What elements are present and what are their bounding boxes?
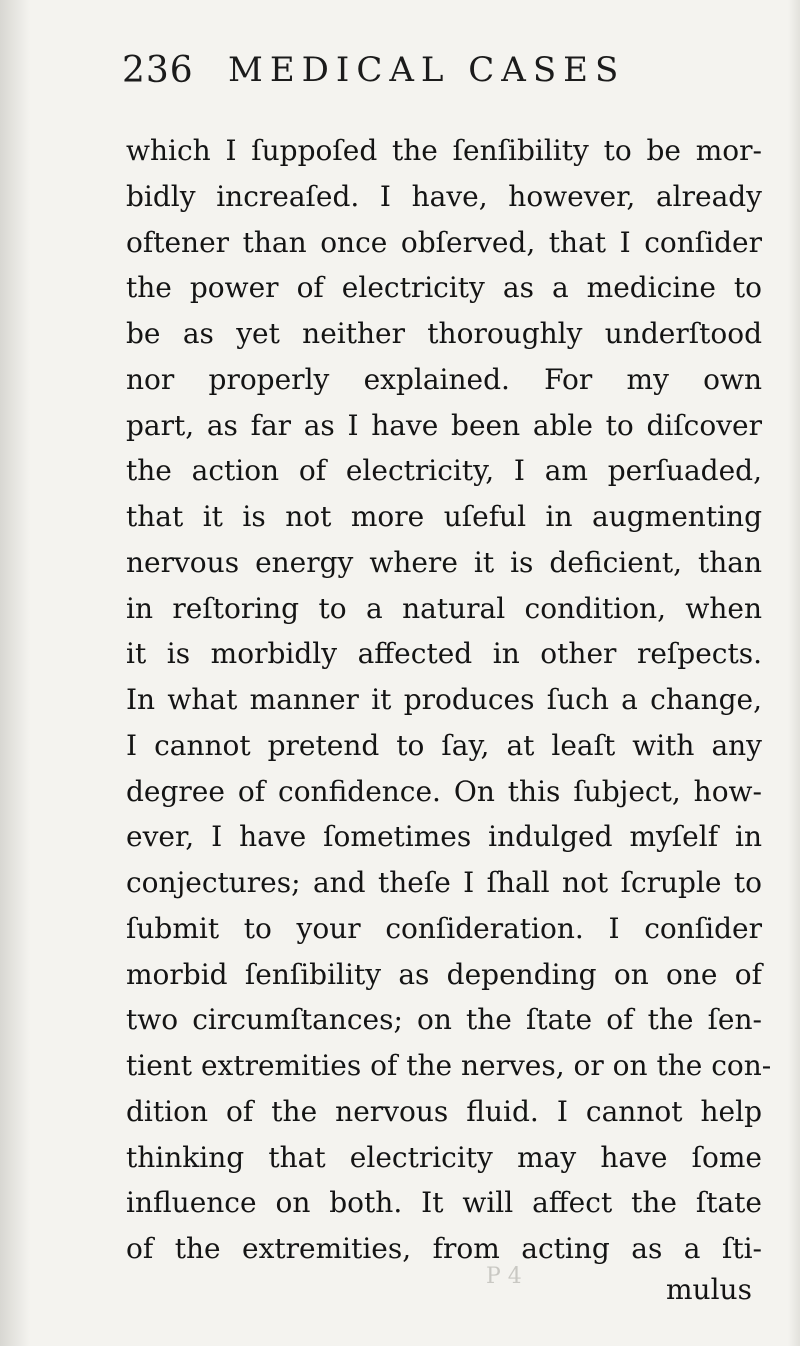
text-line: which I ſuppoſed the ſenſibility to be mor- <box>126 134 762 167</box>
gutter-shadow <box>0 0 30 1346</box>
text-line: thinking that electricity may have ſome <box>126 1140 762 1174</box>
text-line: conjectures; and theſe I ſhall not ſcruple to <box>126 866 762 899</box>
text-line: ſubmit to your conſideration. I conſider <box>126 911 762 945</box>
text-line: ever, I have ſometimes indulged myſelf in <box>126 820 762 854</box>
text-line: In what manner it produces ſuch a change, <box>126 683 762 716</box>
text-line: the power of electricity as a medicine to <box>126 271 762 305</box>
catchword: mulus <box>666 1273 752 1306</box>
text-line: the action of electricity, I am perſuaded, <box>126 454 762 488</box>
page-edge <box>788 0 800 1346</box>
text-line: in reſtoring to a natural condition, when <box>126 591 762 625</box>
text-line: nervous energy where it is deficient, than <box>126 545 762 579</box>
text-line: be as yet neither thoroughly underſtood <box>126 317 762 350</box>
text-line: oftener than once obſerved, that I conſider <box>126 225 762 259</box>
page-number: 236 <box>122 50 194 91</box>
text-line: two circumſtances; on the ſtate of the ſen- <box>126 1003 762 1037</box>
text-line: of the extremities, from acting as a ſti- <box>126 1232 762 1265</box>
text-line: morbid ſenſibility as depending on one of <box>126 957 762 991</box>
text-line: degree of confidence. On this ſubject, how- <box>126 774 762 808</box>
text-line: that it is not more uſeful in augmenting <box>126 500 762 533</box>
text-line: bidly increaſed. I have, however, already <box>126 179 762 213</box>
text-line: part, as far as I have been able to diſcover <box>126 408 762 442</box>
text-line: tient extremities of the nerves, or on the con- <box>126 1049 772 1082</box>
running-title: MEDICAL CASES <box>228 50 626 90</box>
signature-mark: P 4 <box>486 1264 522 1289</box>
text-line: influence on both. It will affect the ſtate <box>126 1186 762 1220</box>
running-head <box>122 46 762 96</box>
body-text <box>126 128 772 1272</box>
text-line: nor properly explained. For my own <box>126 362 762 396</box>
text-line: it is morbidly affected in other reſpects. <box>126 637 762 671</box>
text-line: I cannot pretend to ſay, at leaſt with any <box>126 728 762 762</box>
text-line: dition of the nervous fluid. I cannot help <box>126 1094 762 1128</box>
